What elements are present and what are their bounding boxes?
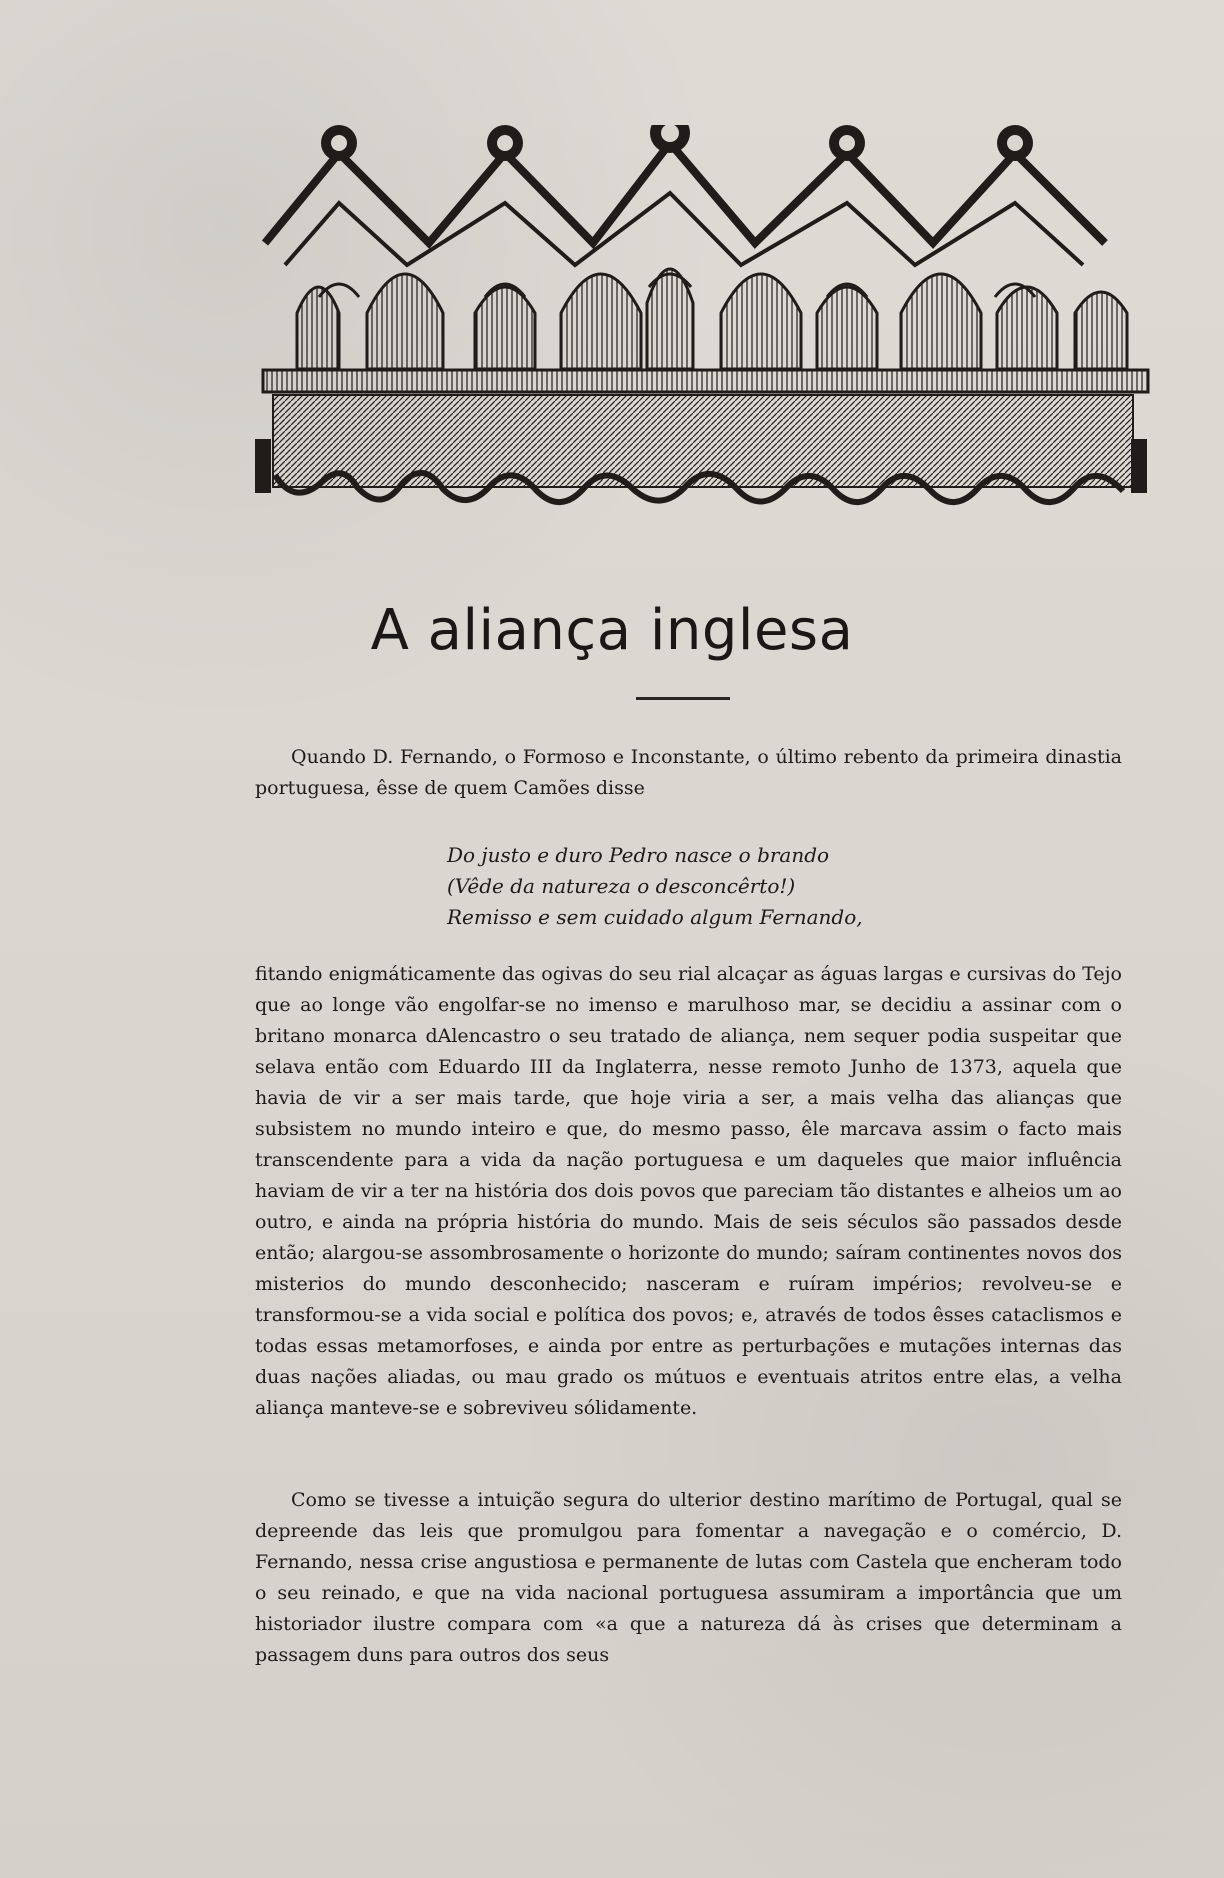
poem-line-3: Remisso e sem cuidado algum Fernando, bbox=[447, 905, 863, 929]
main-paragraph: fitando enigmáticamente das ogivas do seu rial alcaçar as águas largas e cursivas do Tejo que ao longe vão engolfar-se no imenso e marulhoso mar, se decidiu a assinar com o britano monarca dAlencastro o seu tratado de aliança, nem sequer podia suspeitar que selava então com Eduardo III da Inglaterra, nesse remoto Junho de 1373, aquela que havia de vir a ser mais tarde, que hoje viria a ser, a mais velha das alianças que subsistem no mundo inteiro e que, do mesmo passo, êle marcava assim o facto mais transcendente para a vida da nação portuguesa e um daqueles que maior influência haviam de vir a ter na história dos dois povos que pareciam tão distantes e alheios um ao outro, e ainda na própria história do mundo. Mais de seis séculos são passados desde então; alargou-se assombrosamente o horizonte do mundo; saíram continentes novos dos misterios do mundo desconhecido; nasceram e ruíram impérios; revolveu-se e transformou-se a vida social e política dos povos; e, através de todos êsses cataclismos e todas essas metamorfoses, e ainda por entre as perturbações e mutações internas das duas nações aliadas, ou mau grado os mútuos e eventuais atritos entre elas, a velha aliança manteve-se e sobreviveu sólidamente. bbox=[255, 963, 1122, 1419]
poem-quote bbox=[447, 840, 1007, 933]
poem-line-2: (Vêde da natureza o desconcêrto!) bbox=[447, 874, 796, 898]
poem-line-1: Do justo e duro Pedro nasce o brando bbox=[447, 843, 830, 867]
page-title: A aliança inglesa bbox=[370, 598, 854, 663]
gothic-crown-ornament bbox=[255, 125, 1150, 517]
title-divider bbox=[636, 697, 730, 700]
intro-paragraph: Quando D. Fernando, o Formoso e Inconstante, o último rebento da primeira dinastia portuguesa, êsse de quem Camões disse bbox=[255, 746, 1122, 799]
second-paragraph: Como se tivesse a intuição segura do ulterior destino marítimo de Portugal, qual se depreende das leis que promulgou para fomentar a navegação e o comércio, D. Fernando, nessa crise angustiosa e permanente de lutas com Castela que encheram todo o seu reinado, e que na vida nacional portuguesa assumiram a importância que um historiador ilustre compara com «a que a natureza dá às crises que determinam a passagem duns para outros dos seus bbox=[255, 1489, 1122, 1666]
